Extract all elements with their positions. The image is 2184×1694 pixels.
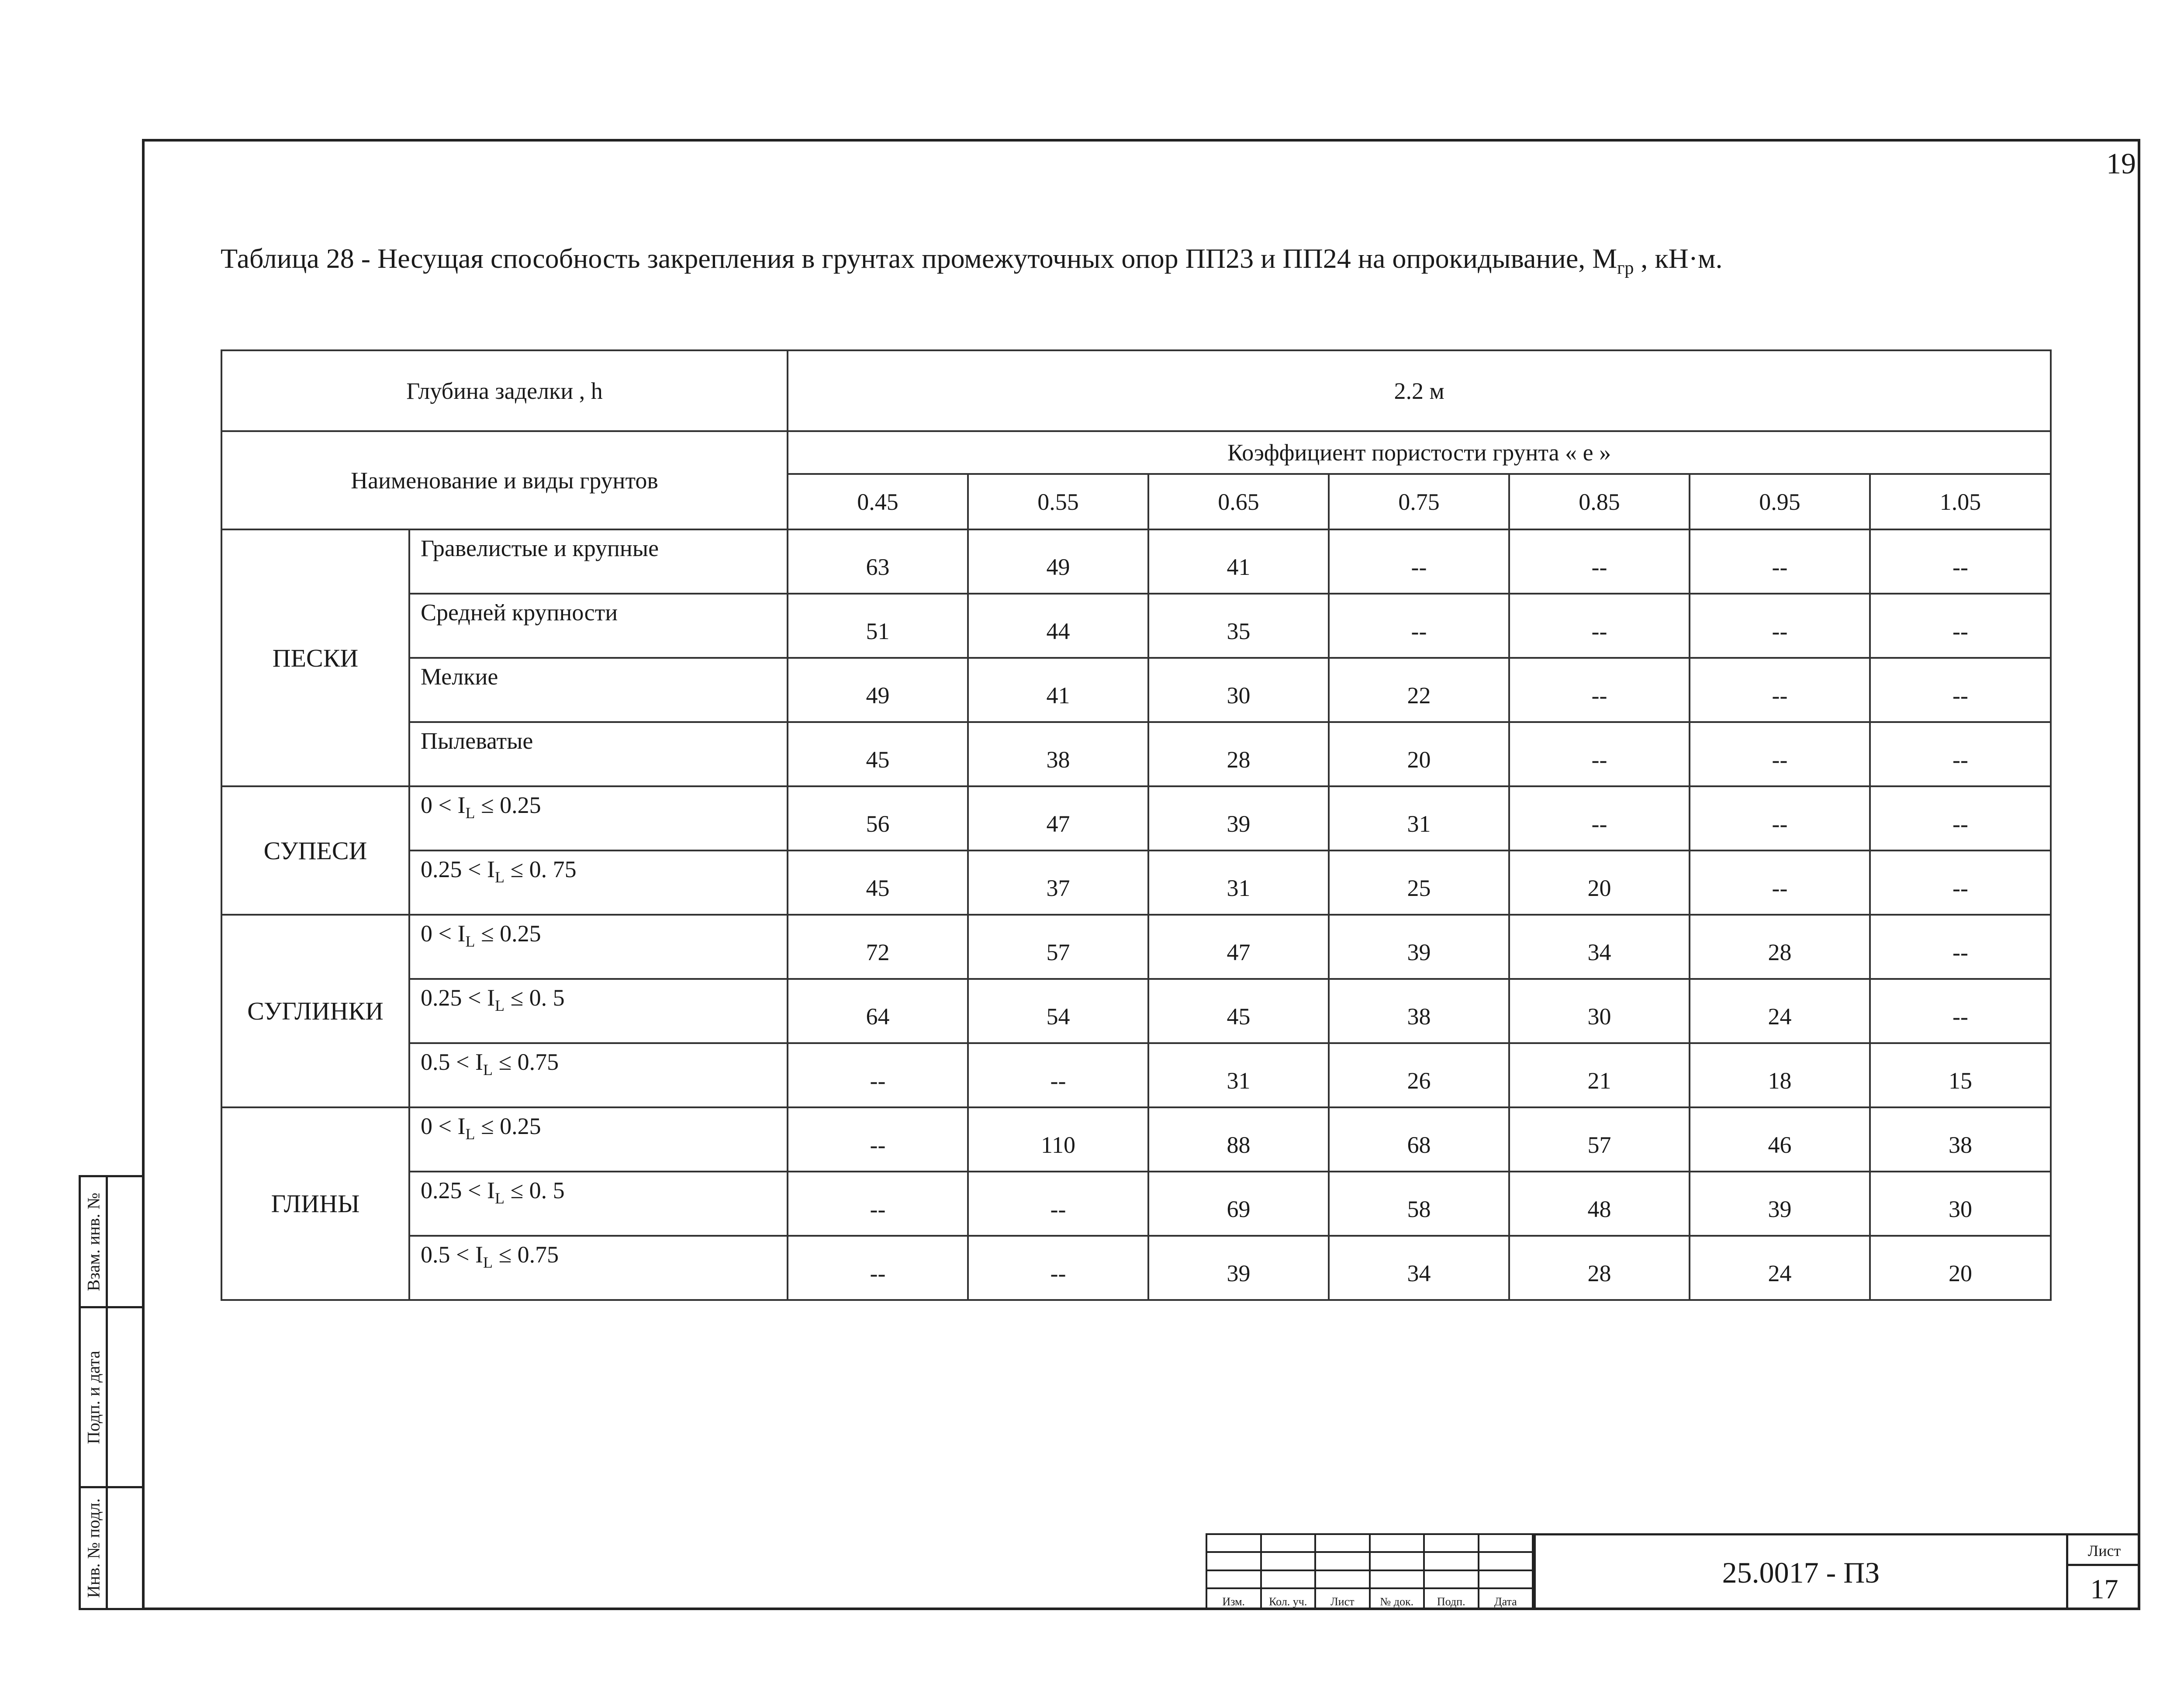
- table-row: [221, 786, 2051, 850]
- capacity-value-cell: 18: [1690, 1043, 1870, 1107]
- depth-label: Глубина заделки , h: [221, 350, 788, 431]
- sheet-label: Лист: [2068, 1535, 2140, 1566]
- subtype-range: ≤ 0.25: [475, 920, 541, 947]
- table-row: [221, 1107, 2051, 1172]
- capacity-value-cell: 47: [1148, 915, 1329, 979]
- capacity-value-cell: 57: [968, 915, 1148, 979]
- capacity-value-cell: 28: [1509, 1236, 1690, 1300]
- capacity-value-cell: 34: [1329, 1236, 1509, 1300]
- capacity-value-cell: 31: [1329, 786, 1509, 850]
- capacity-value-cell: 39: [1329, 915, 1509, 979]
- soil-subtype-label: [409, 786, 788, 850]
- capacity-value-cell: 15: [1870, 1043, 2051, 1107]
- tb-col-change: Изм.: [1206, 1588, 1261, 1609]
- capacity-value-cell: --: [1329, 529, 1509, 594]
- page-number: 19: [2106, 147, 2136, 180]
- subtype-text: Гравелистые и крупные: [421, 535, 659, 561]
- capacity-value-cell: --: [788, 1172, 968, 1236]
- subtype-text: 0.5 < I: [421, 1241, 483, 1268]
- capacity-value-cell: --: [788, 1043, 968, 1107]
- capacity-value-cell: 58: [1329, 1172, 1509, 1236]
- capacity-value-cell: 57: [1509, 1107, 1690, 1172]
- capacity-value-cell: 21: [1509, 1043, 1690, 1107]
- capacity-value-cell: 28: [1690, 915, 1870, 979]
- table-row: [221, 1172, 2051, 1236]
- soil-group-name: СУГЛИНКИ: [221, 915, 409, 1107]
- liquidity-index-subscript: L: [483, 1061, 493, 1079]
- capacity-value-cell: --: [1690, 786, 1870, 850]
- soil-subtype-label: [409, 658, 788, 722]
- capacity-value-cell: --: [1509, 722, 1690, 786]
- table-row: [221, 594, 2051, 658]
- tb-col-count: Кол. уч.: [1261, 1588, 1316, 1609]
- subtype-text: Пылеватые: [421, 728, 533, 754]
- capacity-value-cell: 47: [968, 786, 1148, 850]
- porosity-coef: 0.75: [1329, 474, 1509, 529]
- capacity-value-cell: --: [1509, 658, 1690, 722]
- capacity-value-cell: --: [1870, 850, 2051, 915]
- liquidity-index-subscript: L: [483, 1253, 493, 1271]
- table-row: [221, 979, 2051, 1043]
- subtype-text: Средней крупности: [421, 599, 618, 626]
- soil-subtype-label: [409, 722, 788, 786]
- capacity-value-cell: 26: [1329, 1043, 1509, 1107]
- depth-value: 2.2 м: [788, 350, 2051, 431]
- liquidity-index-subscript: L: [465, 932, 475, 950]
- subtype-range: ≤ 0. 5: [504, 985, 565, 1011]
- capacity-value-cell: 34: [1509, 915, 1690, 979]
- soil-subtype-label: [409, 1236, 788, 1300]
- capacity-value-cell: 51: [788, 594, 968, 658]
- liquidity-index-subscript: L: [465, 1125, 475, 1143]
- capacity-value-cell: --: [1870, 786, 2051, 850]
- capacity-value-cell: 49: [788, 658, 968, 722]
- soil-capacity-table: [221, 349, 2052, 1301]
- capacity-value-cell: 45: [788, 850, 968, 915]
- soil-subtype-label: [409, 915, 788, 979]
- capacity-value-cell: 35: [1148, 594, 1329, 658]
- capacity-value-cell: 28: [1148, 722, 1329, 786]
- capacity-value-cell: 25: [1329, 850, 1509, 915]
- capacity-value-cell: 38: [968, 722, 1148, 786]
- porosity-coef: 1.05: [1870, 474, 2051, 529]
- side-cell-replaced-inv: [81, 1177, 142, 1308]
- porosity-coef: 0.45: [788, 474, 968, 529]
- capacity-value-cell: --: [1870, 722, 2051, 786]
- subtype-range: ≤ 0.25: [475, 1113, 541, 1139]
- subtype-text: 0.25 < I: [421, 856, 495, 882]
- capacity-value-cell: --: [1870, 915, 2051, 979]
- capacity-value-cell: 45: [788, 722, 968, 786]
- subtype-range: ≤ 0. 75: [504, 856, 577, 882]
- liquidity-index-subscript: L: [465, 804, 475, 822]
- capacity-value-cell: 24: [1690, 1236, 1870, 1300]
- subtype-text: Мелкие: [421, 664, 498, 690]
- capacity-value-cell: 56: [788, 786, 968, 850]
- capacity-value-cell: --: [1690, 594, 1870, 658]
- table-row: [221, 722, 2051, 786]
- capacity-value-cell: 45: [1148, 979, 1329, 1043]
- capacity-value-cell: --: [1329, 594, 1509, 658]
- caption-tail: , кН·м.: [1634, 243, 1723, 274]
- subtype-range: ≤ 0. 5: [504, 1177, 565, 1203]
- side-cell-orig-inv: [81, 1488, 142, 1608]
- table-row: [221, 1236, 2051, 1300]
- capacity-value-cell: --: [968, 1043, 1148, 1107]
- tb-col-sheet: Лист: [1315, 1588, 1370, 1609]
- sheet-number: 17: [2090, 1573, 2118, 1604]
- capacity-value-cell: 30: [1870, 1172, 2051, 1236]
- capacity-value-cell: --: [1690, 850, 1870, 915]
- caption-subscript: гр: [1617, 258, 1634, 278]
- sheet-box: [2066, 1533, 2140, 1610]
- tb-col-date: Дата: [1479, 1588, 1533, 1609]
- capacity-value-cell: 30: [1509, 979, 1690, 1043]
- capacity-value-cell: --: [1870, 529, 2051, 594]
- capacity-value-cell: 63: [788, 529, 968, 594]
- capacity-value-cell: 24: [1690, 979, 1870, 1043]
- porosity-coef: 0.95: [1690, 474, 1870, 529]
- capacity-value-cell: --: [1690, 529, 1870, 594]
- capacity-value-cell: 68: [1329, 1107, 1509, 1172]
- capacity-value-cell: --: [1509, 786, 1690, 850]
- capacity-value-cell: --: [1870, 658, 2051, 722]
- subtype-text: 0.25 < I: [421, 985, 495, 1011]
- capacity-value-cell: --: [1509, 594, 1690, 658]
- table-caption: [221, 242, 2099, 279]
- soil-subtype-label: [409, 529, 788, 594]
- liquidity-index-subscript: L: [494, 996, 505, 1014]
- capacity-value-cell: --: [1870, 594, 2051, 658]
- capacity-value-cell: 69: [1148, 1172, 1329, 1236]
- subtype-text: 0 < I: [421, 1113, 466, 1139]
- liquidity-index-subscript: L: [494, 868, 505, 886]
- table-row: [221, 529, 2051, 594]
- porosity-coef: 0.55: [968, 474, 1148, 529]
- soil-group-name: ПЕСКИ: [221, 529, 409, 786]
- subtype-text: 0.5 < I: [421, 1049, 483, 1075]
- capacity-value-cell: 110: [968, 1107, 1148, 1172]
- capacity-value-cell: 39: [1148, 1236, 1329, 1300]
- capacity-value-cell: 30: [1148, 658, 1329, 722]
- capacity-value-cell: --: [1690, 658, 1870, 722]
- porosity-header: Коэффициент пористости грунта « е »: [788, 431, 2051, 474]
- soil-subtype-label: [409, 850, 788, 915]
- tb-col-doc: № док.: [1370, 1588, 1424, 1609]
- revision-grid: [1206, 1533, 1534, 1610]
- porosity-coef: 0.65: [1148, 474, 1329, 529]
- subtype-text: 0.25 < I: [421, 1177, 495, 1203]
- subtype-text: 0 < I: [421, 792, 466, 818]
- capacity-value-cell: --: [1690, 722, 1870, 786]
- soil-subtype-label: [409, 1107, 788, 1172]
- soil-subtype-label: [409, 1043, 788, 1107]
- soil-group-name: СУПЕСИ: [221, 786, 409, 915]
- soil-subtype-label: [409, 594, 788, 658]
- capacity-value-cell: 88: [1148, 1107, 1329, 1172]
- capacity-value-cell: 39: [1690, 1172, 1870, 1236]
- side-cell-sign-date: [81, 1308, 142, 1488]
- side-label-orig-inv: Инв. № подл.: [83, 1498, 103, 1598]
- table-row: [221, 915, 2051, 979]
- porosity-coef: 0.85: [1509, 474, 1690, 529]
- capacity-value-cell: 64: [788, 979, 968, 1043]
- capacity-value-cell: --: [788, 1236, 968, 1300]
- capacity-value-cell: 20: [1329, 722, 1509, 786]
- subtype-range: ≤ 0.25: [475, 792, 541, 818]
- subtype-text: 0 < I: [421, 920, 466, 947]
- capacity-value-cell: 44: [968, 594, 1148, 658]
- capacity-value-cell: 38: [1870, 1107, 2051, 1172]
- capacity-value-cell: 20: [1509, 850, 1690, 915]
- capacity-value-cell: --: [1870, 979, 2051, 1043]
- capacity-value-cell: 41: [1148, 529, 1329, 594]
- soil-subtype-label: [409, 1172, 788, 1236]
- capacity-value-cell: 48: [1509, 1172, 1690, 1236]
- capacity-value-cell: 38: [1329, 979, 1509, 1043]
- subtype-range: ≤ 0.75: [492, 1241, 559, 1268]
- capacity-value-cell: 72: [788, 915, 968, 979]
- liquidity-index-subscript: L: [494, 1189, 505, 1207]
- capacity-value-cell: 20: [1870, 1236, 2051, 1300]
- side-stamp-strip: [79, 1175, 144, 1610]
- tb-col-sign: Подп.: [1424, 1588, 1479, 1609]
- capacity-value-cell: --: [788, 1107, 968, 1172]
- soil-name-header: Наименование и виды грунтов: [221, 431, 788, 529]
- capacity-value-cell: --: [1509, 529, 1690, 594]
- caption-main: Таблица 28 - Несущая способность закрепления в грунтах промежуточных опор ПП23 и ПП24 на опрокидывание, М: [221, 243, 1617, 274]
- capacity-value-cell: 22: [1329, 658, 1509, 722]
- side-label-sign-date: Подп. и дата: [83, 1350, 103, 1444]
- document-code: 25.0017 - ПЗ: [1534, 1533, 2066, 1610]
- capacity-value-cell: 39: [1148, 786, 1329, 850]
- table-row: [221, 658, 2051, 722]
- capacity-value-cell: --: [968, 1236, 1148, 1300]
- subtype-range: ≤ 0.75: [492, 1049, 559, 1075]
- soil-subtype-label: [409, 979, 788, 1043]
- capacity-value-cell: 49: [968, 529, 1148, 594]
- capacity-value-cell: --: [968, 1172, 1148, 1236]
- side-label-replaced-inv: Взам. инв. №: [83, 1192, 103, 1291]
- table-row: [221, 850, 2051, 915]
- title-block: [1206, 1533, 2140, 1610]
- capacity-value-cell: 46: [1690, 1107, 1870, 1172]
- capacity-value-cell: 31: [1148, 1043, 1329, 1107]
- table-row: [221, 1043, 2051, 1107]
- capacity-value-cell: 31: [1148, 850, 1329, 915]
- soil-group-name: ГЛИНЫ: [221, 1107, 409, 1300]
- capacity-value-cell: 54: [968, 979, 1148, 1043]
- capacity-value-cell: 37: [968, 850, 1148, 915]
- capacity-value-cell: 41: [968, 658, 1148, 722]
